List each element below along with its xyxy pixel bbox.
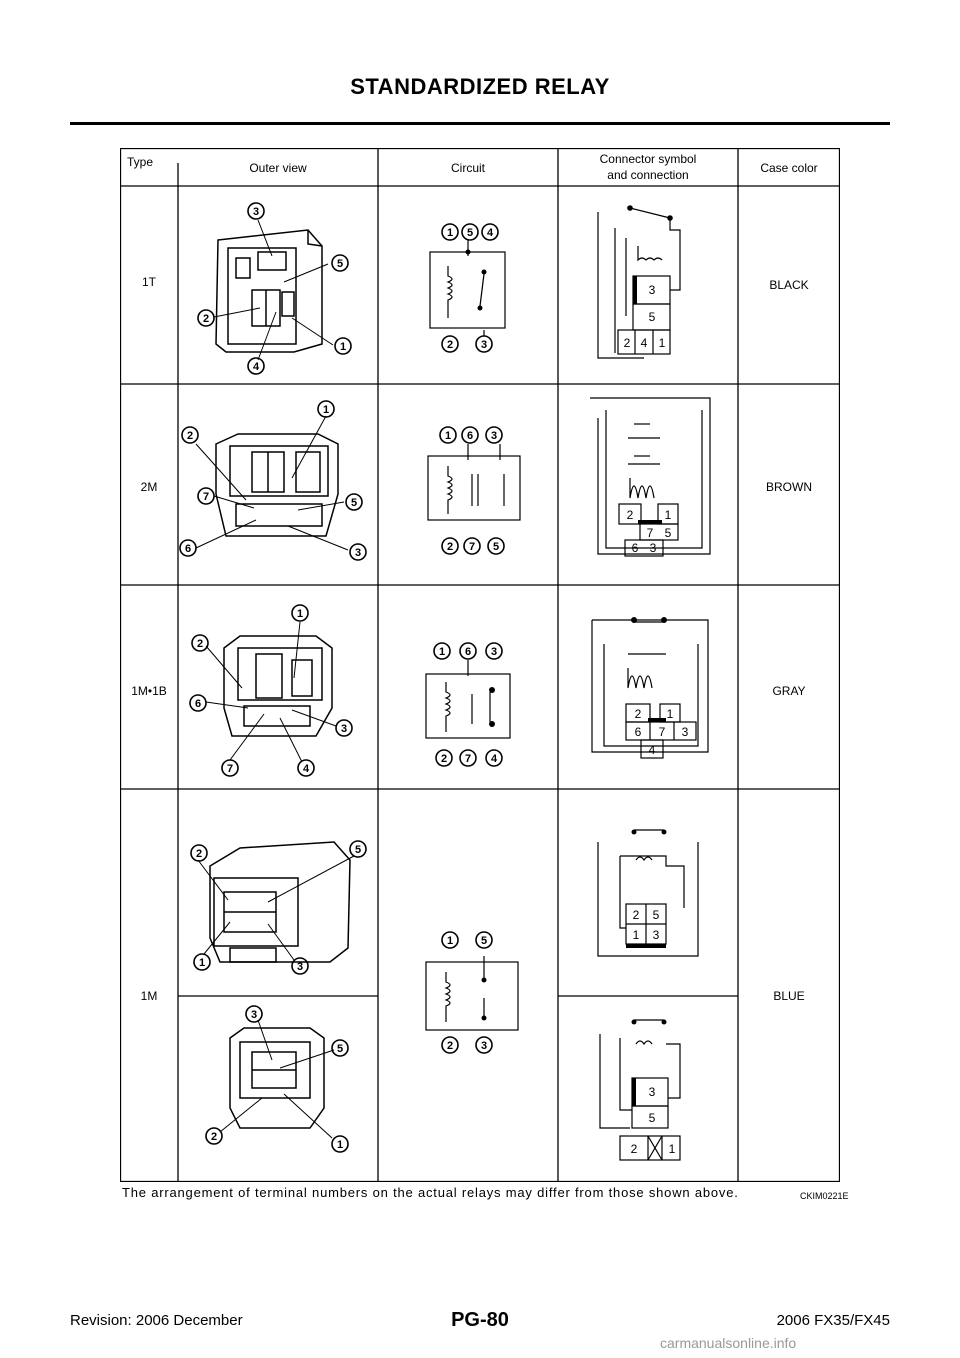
connector-cell: 7: [658, 725, 666, 739]
connector-1t: [598, 208, 680, 358]
terminal-label: 3: [480, 1040, 488, 1052]
callouts-1m-b: [220, 1020, 334, 1138]
connector-1m-a: [598, 830, 698, 956]
connector-cell: 3: [681, 725, 689, 739]
callout-label: 7: [202, 491, 210, 503]
terminal-label: 3: [480, 339, 488, 351]
callout-label: 1: [296, 608, 304, 620]
connector-cell: 2: [634, 707, 642, 721]
type-label: 1M•1B: [131, 684, 167, 698]
connector-cell: 1: [658, 336, 666, 350]
connector-cell: 1: [632, 928, 640, 942]
footnote: The arrangement of terminal numbers on the actual relays may differ from those shown above.: [122, 1185, 739, 1200]
connector-cell: 2: [626, 508, 634, 522]
connector-cell: 5: [648, 1111, 656, 1125]
terminal-label: 6: [464, 646, 472, 658]
connector-cell: 3: [652, 928, 660, 942]
watermark[interactable]: carmanualsonline.info: [660, 1335, 797, 1351]
connector-cell: 4: [648, 743, 656, 757]
type-label: 1M: [140, 989, 158, 1003]
circuit-badges-1t: [442, 224, 498, 352]
terminal-label: 3: [490, 646, 498, 658]
callout-label: 4: [252, 361, 260, 373]
callout-label: 4: [302, 763, 310, 775]
connector-cell: 1: [664, 508, 672, 522]
connector-cell: 7: [646, 526, 654, 540]
connector-cell: 5: [664, 526, 672, 540]
callout-label: 5: [350, 497, 358, 509]
footer-model: 2006 FX35/FX45: [776, 1312, 890, 1329]
callout-label: 1: [339, 341, 347, 353]
terminal-label: 7: [464, 753, 472, 765]
connector-cell: 5: [648, 310, 656, 324]
terminal-label: 2: [446, 339, 454, 351]
case-color-label: BROWN: [766, 480, 812, 494]
callout-label: 3: [340, 723, 348, 735]
terminal-label: 1: [438, 646, 446, 658]
callout-label: 3: [250, 1009, 258, 1021]
callout-label: 6: [184, 543, 192, 555]
terminal-label: 4: [486, 227, 494, 239]
type-label: 2M: [140, 480, 158, 494]
terminal-label: 2: [440, 753, 448, 765]
connector-cell: 3: [649, 541, 657, 555]
callout-label: 2: [196, 638, 204, 650]
callouts-1m1b: [206, 622, 336, 762]
circuit-1m1b: [426, 660, 510, 738]
connector-1m1b: [592, 620, 708, 758]
header-circuit: Circuit: [450, 161, 486, 175]
outer-view-1m-a: [210, 842, 350, 962]
callout-label: 7: [226, 763, 234, 775]
connector-cell: 2: [623, 336, 631, 350]
case-color-label: BLUE: [773, 989, 805, 1003]
header-case-color: Case color: [760, 161, 818, 175]
connector-cell: 3: [648, 283, 656, 297]
header-outer-view: Outer view: [249, 161, 307, 175]
connector-cell: 6: [631, 541, 639, 555]
outer-view-2m: [216, 434, 338, 536]
terminal-label: 5: [466, 227, 474, 239]
page-title: STANDARDIZED RELAY: [350, 74, 610, 99]
callouts-2m: [196, 416, 348, 550]
callout-label: 1: [322, 404, 330, 416]
relay-table: [120, 148, 840, 1182]
callout-label: 3: [296, 961, 304, 973]
case-color-label: BLACK: [769, 278, 809, 292]
callout-label: 5: [336, 258, 344, 270]
callout-label: 5: [354, 844, 362, 856]
connector-cell: 1: [666, 707, 674, 721]
header-connector-1: Connector symbol: [599, 152, 697, 166]
figure-code: CKIM0221E: [800, 1191, 849, 1201]
terminal-label: 6: [466, 430, 474, 442]
header-rule: [70, 122, 890, 125]
terminal-label: 5: [492, 541, 500, 553]
header-connector-2: and connection: [607, 168, 689, 182]
terminal-label: 2: [446, 1040, 454, 1052]
footer-revision: Revision: 2006 December: [70, 1312, 243, 1329]
connector-cell: 2: [630, 1142, 638, 1156]
connector-cell: 2: [632, 908, 640, 922]
connector-cell: 4: [640, 336, 648, 350]
terminal-label: 1: [446, 227, 454, 239]
terminal-label: 4: [490, 753, 498, 765]
circuit-1m: [426, 956, 518, 1030]
case-color-label: GRAY: [772, 684, 806, 698]
callout-label: 1: [336, 1139, 344, 1151]
callout-badges-1m1b: [190, 605, 352, 776]
type-label: 1T: [141, 275, 157, 289]
terminal-label: 7: [468, 541, 476, 553]
callout-label: 5: [336, 1043, 344, 1055]
terminal-label: 2: [446, 541, 454, 553]
connector-cell: 1: [668, 1142, 676, 1156]
connector-1m-b: [600, 1020, 680, 1160]
callout-label: 2: [195, 848, 203, 860]
terminal-label: 1: [444, 430, 452, 442]
connector-cell: 6: [634, 725, 642, 739]
callout-label: 3: [252, 206, 260, 218]
callout-label: 2: [202, 313, 210, 325]
circuit-2m: [428, 444, 520, 520]
terminal-label: 1: [446, 935, 454, 947]
callout-label: 6: [194, 698, 202, 710]
terminal-label: 3: [490, 430, 498, 442]
terminal-label: 5: [480, 935, 488, 947]
callout-label: 3: [354, 547, 362, 559]
connector-cell: 5: [652, 908, 660, 922]
header-type: Type: [126, 155, 154, 169]
callout-label: 1: [198, 957, 206, 969]
callout-label: 2: [186, 430, 194, 442]
callout-label: 2: [210, 1131, 218, 1143]
page-number: PG-80: [451, 1309, 509, 1331]
connector-cell: 3: [648, 1085, 656, 1099]
